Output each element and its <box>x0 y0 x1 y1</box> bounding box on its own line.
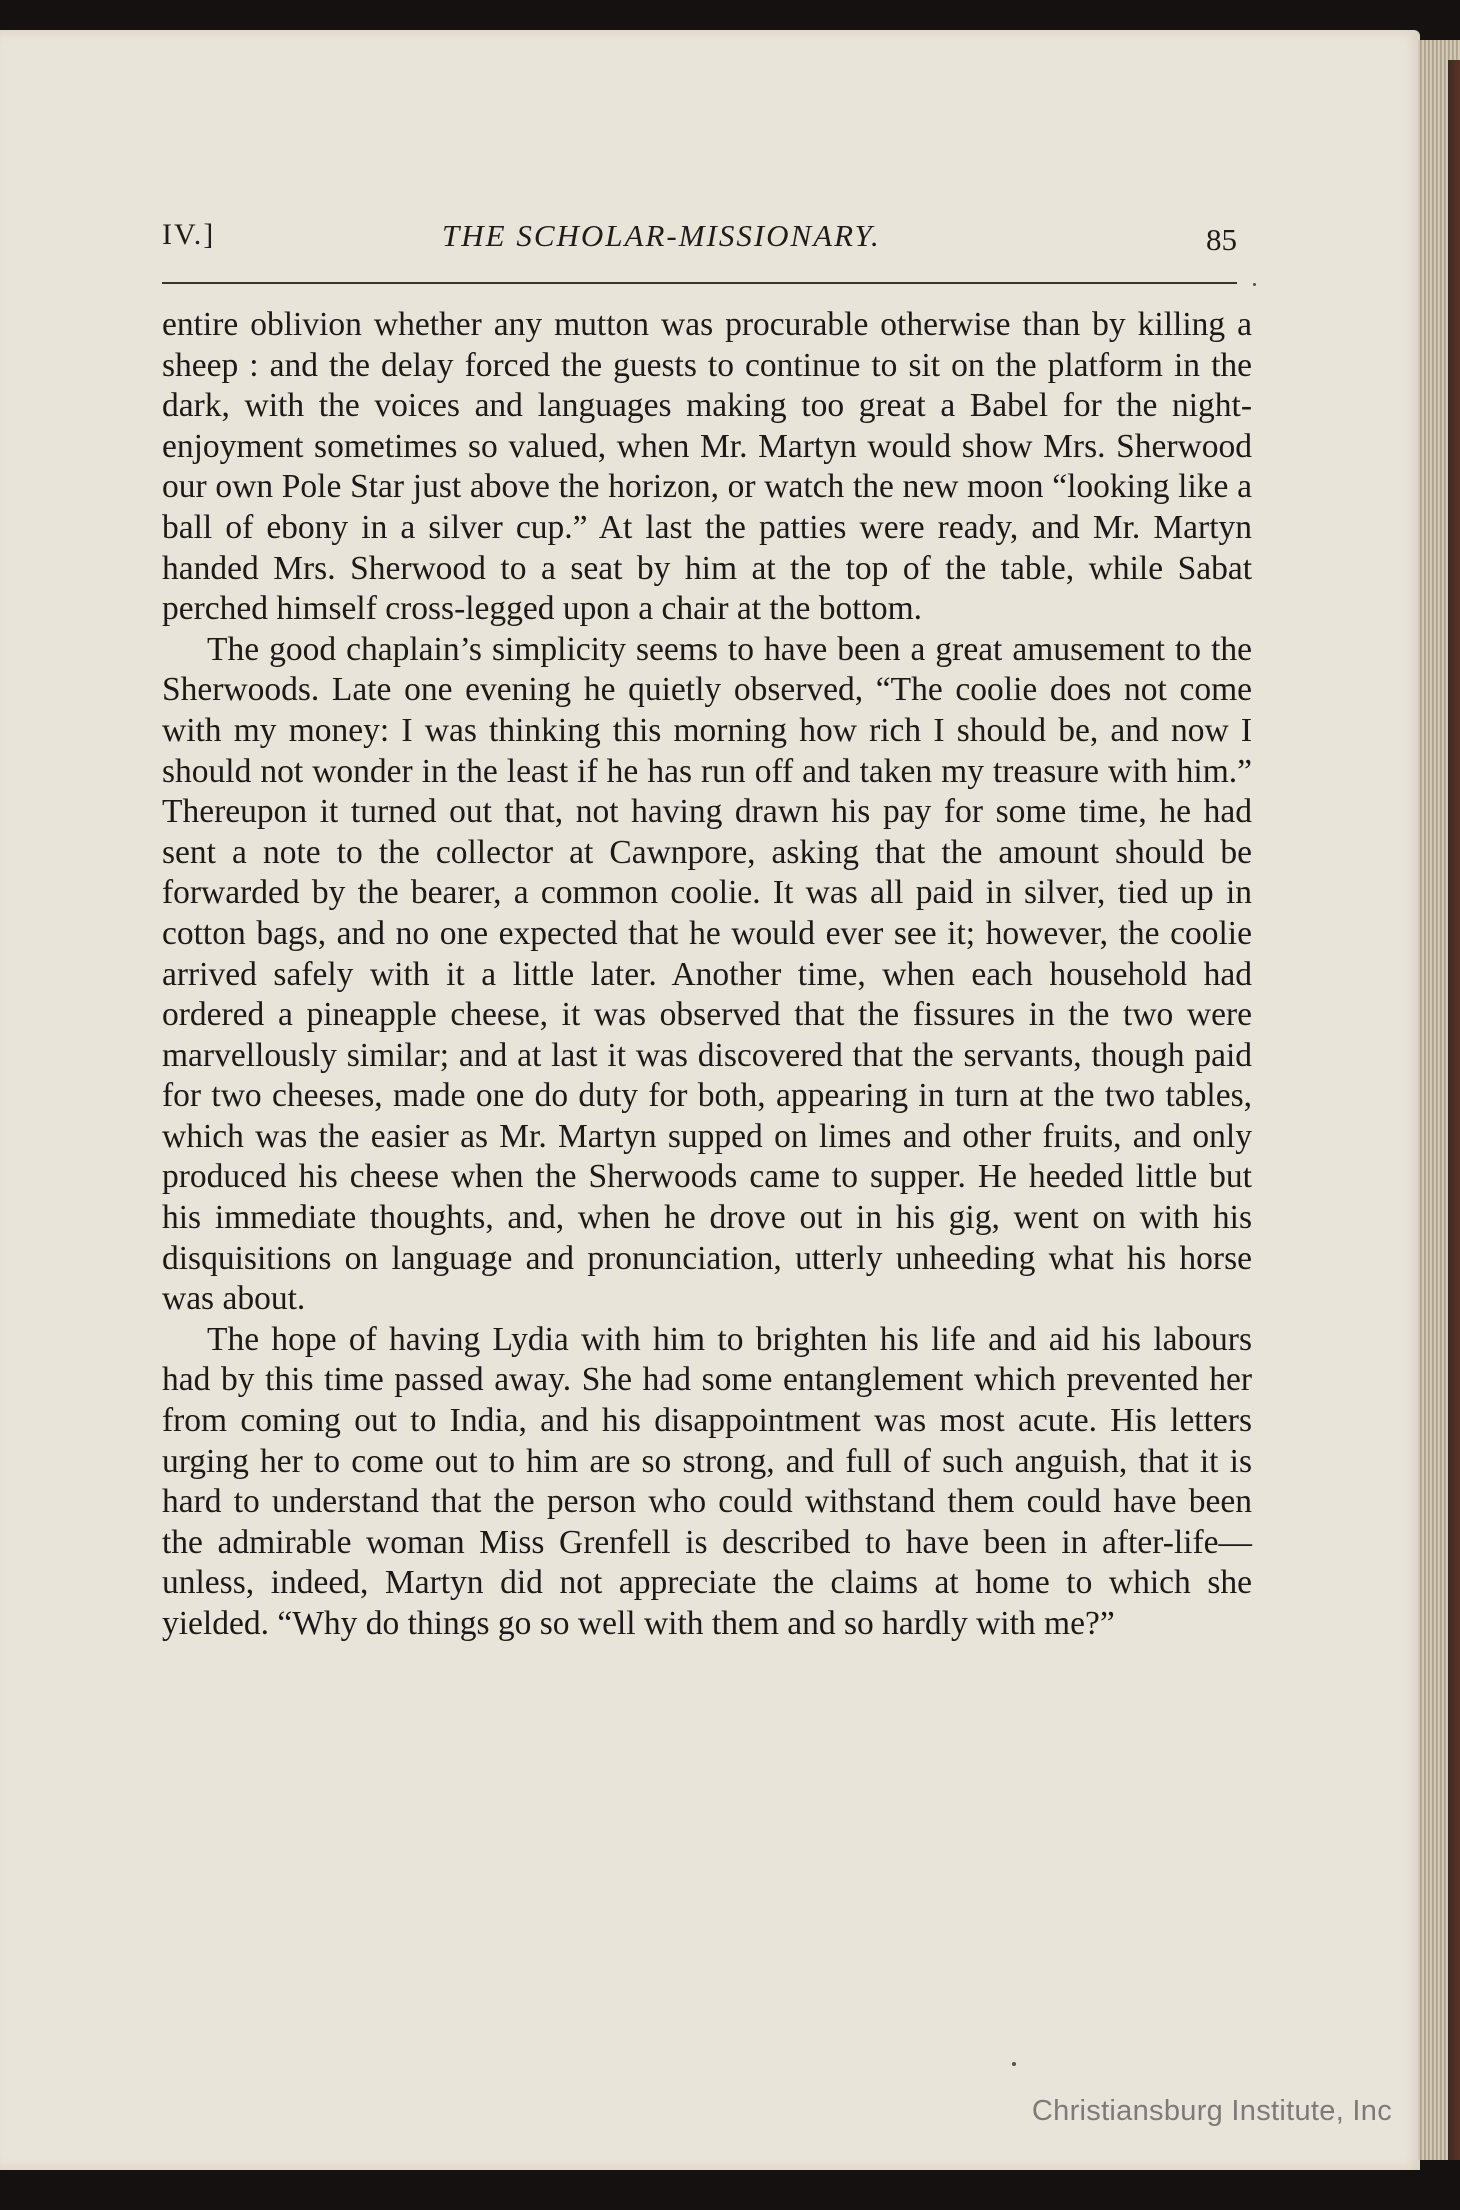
running-title: THE SCHOLAR-MISSIONARY. <box>442 218 881 253</box>
running-head <box>162 210 1237 270</box>
watermark: Christiansburg Institute, Inc <box>1031 2095 1392 2127</box>
paragraph-continued: entire oblivion whether any mutton was procurable otherwise than by killing a sheep : and the delay forced the guests to continue to sit on the platform in the dark, with the voices and languages making too great a Babel for the night-enjoyment sometimes so valued, when Mr. Martyn would show Mrs. Sherwood our own Pole Star just above the horizon, or watch the new moon “looking like a ball of ebony in a silver cup.” At last the patties were ready, and Mr. Martyn handed Mrs. Sherwood to a seat by him at the top of the table, while Sabat perched himself cross-legged upon a chair at the bottom. <box>162 306 1252 628</box>
paragraph-chaplain-simplicity: The good chaplain’s simplicity seems to have been a great amusement to the Sherwoods. Late one evening he quietly observed, “The coolie does not come with my money: I was thinking this morning how rich I should be, and now I should not wonder in the least if he has run off and taken my treasure with him.” Thereupon it turned out that, not having drawn his pay for some time, he had sent a note to the collector at Cawnpore, asking that the amount should be forwarded by the bearer, a common coolie. It was all paid in silver, tied up in cotton bags, and no one expected that he would ever see it; however, the coolie arrived safely with it a little later. Another time, when each household had ordered a pineapple cheese, it was observed that the fissures in the two were marvellously similar; and at last it was discovered that the servants, though paid for two cheeses, made one do duty for both, appearing in turn at the two tables, which was the easier as Mr. Martyn supped on limes and other fruits, and only produced his cheese when the Sherwoods came to supper. He heeded little but his immediate thoughts, and, when he drove out in his gig, went on with his disquisitions on language and pronunciation, utterly unheeding what his horse was about. <box>162 630 1252 1318</box>
body-text <box>162 305 1252 1645</box>
paper-speck <box>1012 2062 1016 2066</box>
paper-speck <box>1253 283 1256 286</box>
book-cover-edge <box>1448 60 1460 2160</box>
chapter-marker: IV.] <box>162 218 216 251</box>
page-number: 85 <box>1206 222 1237 257</box>
paragraph-lydia: The hope of having Lydia with him to brighten his life and aid his labours had by this time passed away. She had some entanglement which prevented her from coming out to India, and his disappointment was most acute. His letters urging her to come out to him are so strong, and full of such anguish, that it is hard to understand that the person who could withstand them could have been the admirable woman Miss Grenfell is described to have been in after-life—unless, indeed, Martyn did not appreciate the claims at home to which she yielded. “Why do things go so well with them and so hardly with me?” <box>162 1320 1252 1642</box>
header-rule <box>162 282 1237 284</box>
